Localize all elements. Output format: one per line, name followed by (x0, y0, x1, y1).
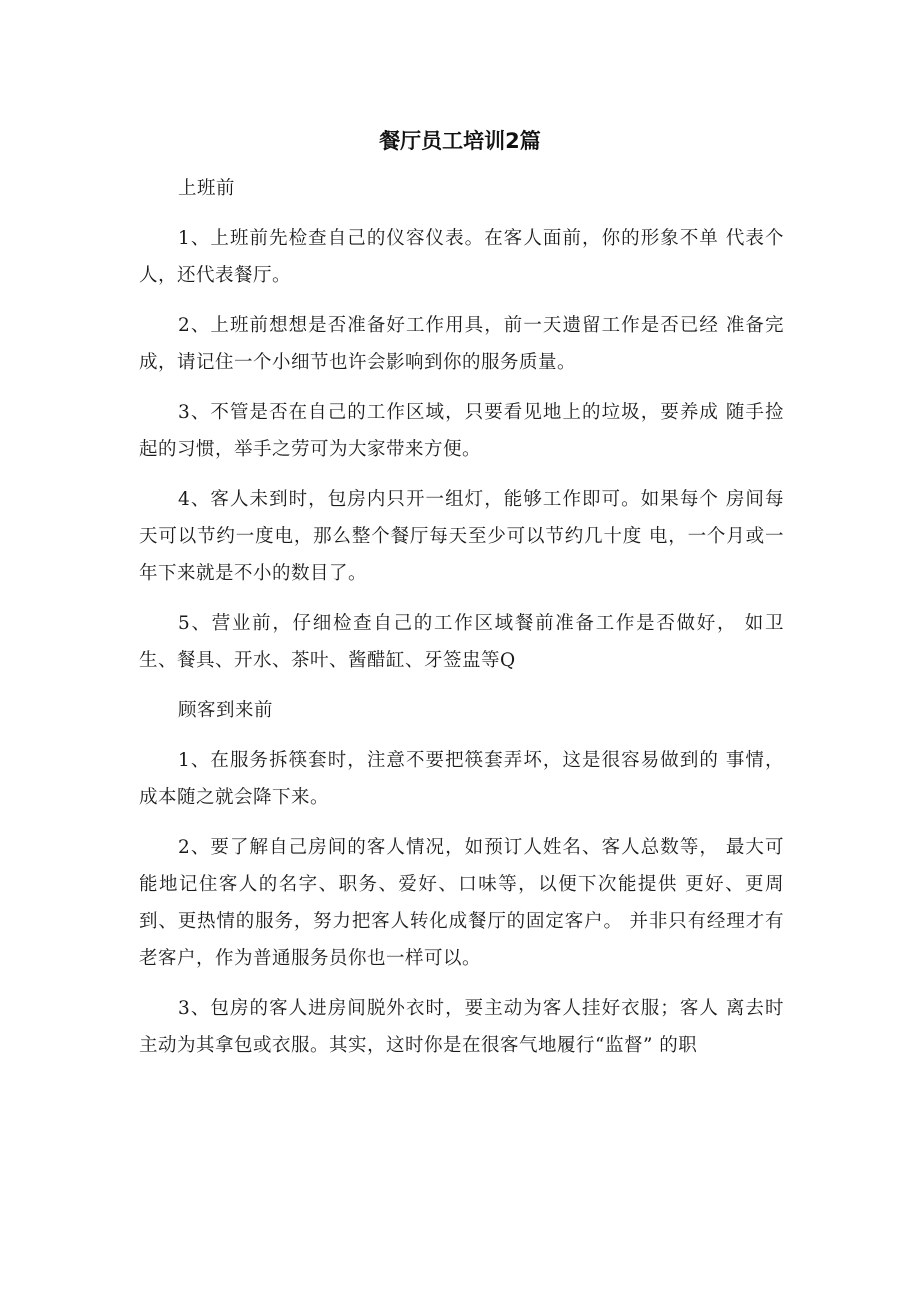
paragraph: 4、客人未到时，包房内只开一组灯，能够工作即可。如果每个 房间每天可以节约一度电，那么整个餐厅每天至少可以节约几十度 电，一个月或一年下来就是不小的数目了。 (139, 489, 784, 584)
paragraph: 1、在服务拆筷套时，注意不要把筷套弄坏，这是很容易做到的 事情，成本随之就会降下来。 (139, 750, 784, 808)
section-heading: 顾客到来前 (178, 700, 274, 721)
document-title: 餐厅员工培训2篇 (379, 129, 541, 153)
paragraph: 3、包房的客人进房间脱外衣时，要主动为客人挂好衣服；客人 离去时主动为其拿包或衣服。其实，这时你是在很客气地履行“监督” 的职 (139, 998, 784, 1056)
paragraph: 3、不管是否在自己的工作区域，只要看见地上的垃圾，要养成 随手捡起的习惯，举手之劳可为大家带来方便。 (139, 402, 784, 460)
paragraph: 5、营业前，仔细检查自己的工作区域餐前准备工作是否做好， 如卫生、餐具、开水、茶叶、酱醋缸、牙签盅等Q (139, 613, 784, 671)
paragraph: 1、上班前先检查自己的仪容仪表。在客人面前，你的形象不单 代表个人，还代表餐厅。 (139, 228, 784, 286)
paragraph: 2、上班前想想是否准备好工作用具，前一天遗留工作是否已经 准备完成，请记住一个小细节也许会影响到你的服务质量。 (139, 315, 784, 373)
section-heading: 上班前 (178, 178, 236, 199)
paragraph: 2、要了解自己房间的客人情况，如预订人姓名、客人总数等， 最大可能地记住客人的名字、职务、爱好、口味等，以便下次能提供 更好、更周到、更热情的服务，努力把客人转化成餐厅的固定客户。 并非只有经理才有老客户，作为普通服务员你也一样可以。 (139, 837, 784, 969)
document-body (139, 170, 784, 1077)
